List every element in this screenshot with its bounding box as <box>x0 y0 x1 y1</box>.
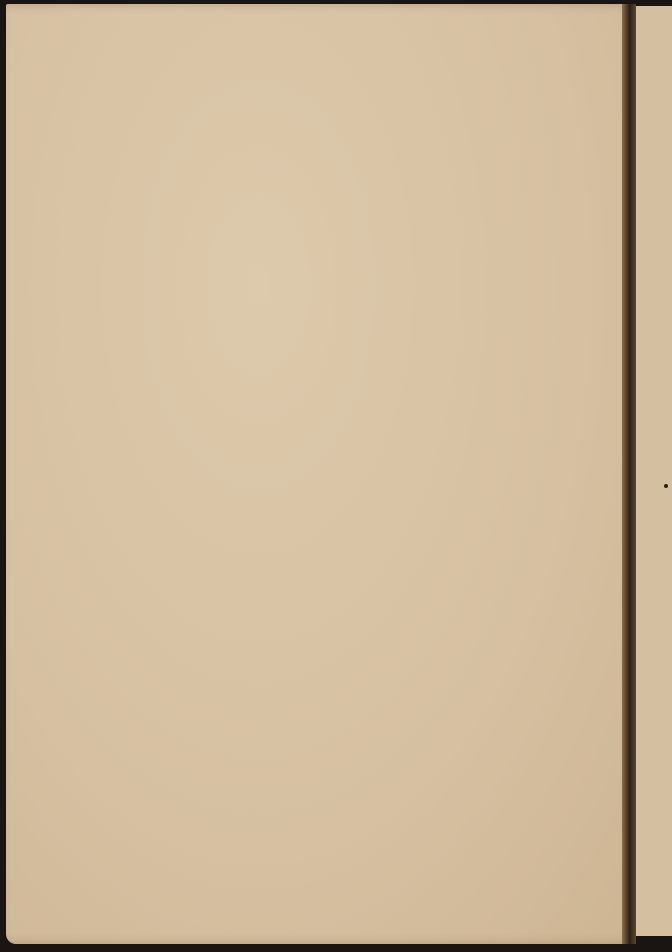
ink-spot <box>664 484 668 488</box>
facing-page-edge <box>636 6 672 936</box>
section-789 <box>98 96 568 136</box>
page-header <box>98 56 568 86</box>
page-text <box>98 56 568 194</box>
section-title <box>98 150 568 190</box>
section-title <box>98 96 568 136</box>
book-gutter <box>622 4 636 944</box>
section-790 <box>98 150 568 190</box>
